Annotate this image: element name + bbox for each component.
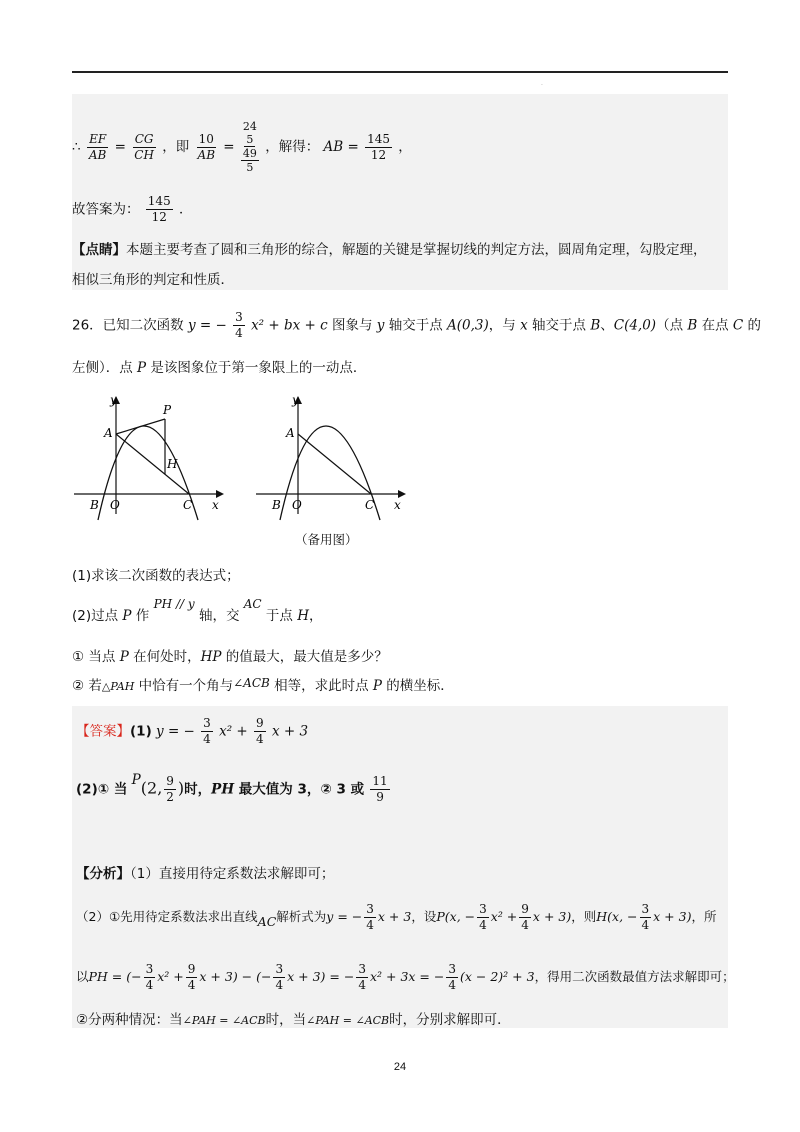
fraction-3-4: $\frac{3}{4}$ xyxy=(203,716,211,746)
fraction-answer: $\frac{145}{12}$ xyxy=(147,194,171,224)
fraction-11-9: $\frac{11}{9}$ xyxy=(372,774,388,804)
dianjing-line-2: 相似三角形的判定和性质． xyxy=(72,272,234,288)
question-2-part-2: ② 若△PAH 中恰有一个角与∠ACB 相等，求此时点 P 的横坐标． xyxy=(72,676,454,694)
fraction-cg-ch: $\frac{CG}{CH}$ xyxy=(134,131,154,162)
label-x: x xyxy=(394,498,401,512)
answer-line-2: (2)① 当 P(2, $\frac{9}{2}$ )时，PH 最大值为 3，② 3 或 $\frac{11}{9}$ xyxy=(76,771,388,804)
label-c: C xyxy=(365,498,375,512)
analysis-line-4: ②分两种情况：当∠PAH = ∠ACB时，当∠PAH = ∠ACB时，分别求解即可． xyxy=(76,1012,511,1028)
parabola-figure-backup xyxy=(252,392,412,522)
x-axis-arrow xyxy=(398,490,406,498)
analysis-line-1: 【分析】（1）直接用待定系数法求解即可； xyxy=(76,866,335,882)
header-dot: · xyxy=(541,82,543,89)
fraction-9-4: $\frac{9}{4}$ xyxy=(256,716,264,746)
label-a: A xyxy=(104,426,113,440)
question-2: (2)过点 P 作 PH // y 轴，交 AC 于点 H， xyxy=(72,597,323,624)
label-y: y xyxy=(110,393,117,407)
question-2-part-1: ① 当点 P 在何处时，HP 的值最大，最大值是多少？ xyxy=(72,649,388,665)
label-o: O xyxy=(292,498,302,512)
fraction-ef-ab: $\frac{EF}{AB}$ xyxy=(88,131,107,162)
fraction-3-4: $\frac{3}{4}$ xyxy=(235,310,243,340)
fraction-10-ab: $\frac{10}{AB}$ xyxy=(197,131,216,162)
label-a: A xyxy=(286,426,295,440)
label-b: B xyxy=(272,498,281,512)
problem-statement-line-2: 左侧）．点 P 是该图象位于第一象限上的一动点． xyxy=(72,360,367,376)
label-h: H xyxy=(167,457,178,471)
answer-line-1: 【答案】(1) y = − $\frac{3}{4}$ x² + $\frac{9}{4}$ x + 3 xyxy=(76,716,309,746)
header-rule xyxy=(72,71,728,73)
fraction-compound: 24 5 49 5 xyxy=(242,120,257,174)
figure-caption: （备用图） xyxy=(295,532,358,547)
x-axis-arrow xyxy=(216,490,224,498)
label-b: B xyxy=(90,498,99,512)
dianjing-line-1: 【点睛】本题主要考查了圆和三角形的综合，解题的关键是掌握切线的判定方法，圆周角定理，勾股定理， xyxy=(72,242,707,258)
analysis-line-3: 以PH = (− $\frac{3}{4}$ x² + $\frac{9}{4}$ x + 3) − (− $\frac{3}{4}$ x + 3) = − $\frac{3}{4}$ x² + 3x = − $\frac{3}{4}$ (x − 2)² + 3，得用二次函数最值方法求解即可； xyxy=(76,962,735,992)
problem-statement-line-1: 26．已知二次函数 y = − $\frac{3}{4}$ x² + bx + c 图象与 y 轴交于点 A(0,3)，与 x 轴交于点 B、C(4,0)（点 B 在点 C 的 xyxy=(72,310,762,340)
prev-ratio-line: ∴ $\frac{EF}{AB}$ = $\frac{CG}{CH}$ ，即 $\frac{10}{AB}$ = 24 5 49 5 ，解得： AB = $\frac{145}{12}$ ， xyxy=(72,120,412,174)
fraction-145-12: $\frac{145}{12}$ xyxy=(367,131,390,162)
label-x: x xyxy=(212,498,219,512)
fraction-9-2: $\frac{9}{2}$ xyxy=(166,774,174,804)
prev-answer-line: 故答案为： $\frac{145}{12}$ ． xyxy=(72,194,193,224)
label-c: C xyxy=(183,498,193,512)
question-1: (1)求该二次函数的表达式； xyxy=(72,568,240,584)
label-p: P xyxy=(163,403,172,417)
page-number: 24 xyxy=(393,1061,407,1073)
segment-ap xyxy=(116,419,165,434)
analysis-line-2: （2）①先用待定系数法求出直线AC解析式为y = − $\frac{3}{4}$ x + 3，设P(x, − $\frac{3}{4}$ x² + $\frac{9}{4}$ x + 3)，则H(x, − $\frac{3}{4}$ x + 3)，所 xyxy=(76,902,717,932)
label-y: y xyxy=(292,393,299,407)
parabola-figure-main xyxy=(70,392,230,522)
label-o: O xyxy=(110,498,120,512)
